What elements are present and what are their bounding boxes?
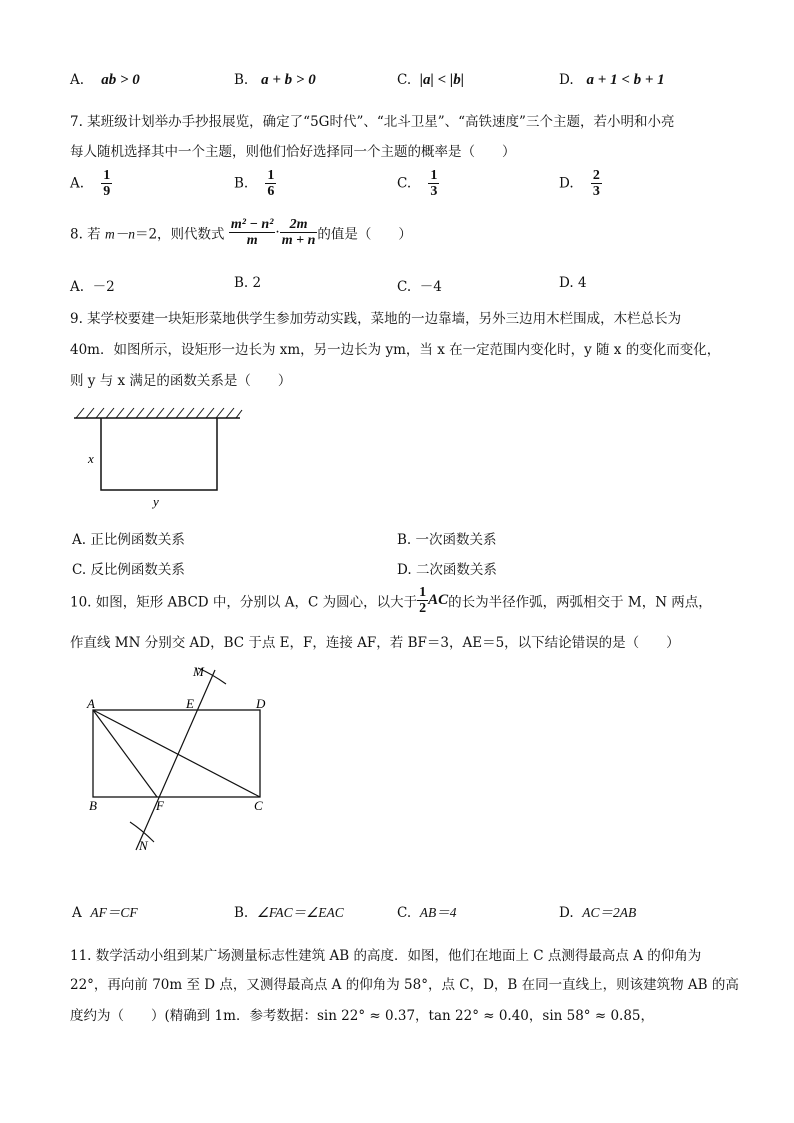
label-x: x (88, 451, 94, 466)
q7-option-d: D. $\frac{2}{3}$ (559, 168, 600, 199)
q7-option-c: C. $\frac{1}{3}$ (397, 168, 438, 199)
q11-text-line2: 22°，再向前 70m 至 D 点，又测得最高点 A 的仰角为 58°，点 C，D，B 在同一直线上，则该建筑物 AB 的高 (70, 977, 739, 993)
q10-option-c: C. AB＝4 (397, 905, 457, 921)
q10-option-b: B. ∠FAC＝∠EAC (234, 905, 344, 921)
q8-stem: 8. 若 m－n＝2，则代数式 $\frac{\text{m² − n²}}{m}$ · $\frac{2m}{m + n}$ 的值是（ ） (70, 217, 412, 248)
q7-option-a: A. $\frac{1}{9}$ (70, 168, 111, 199)
fence-rectangle (101, 418, 217, 490)
q11-text-line1: 11. 数学活动小组到某广场测量标志性建筑 AB 的高度．如图，他们在地面上 C 点测得最高点 A 的仰角为 (70, 948, 702, 964)
label-b: B (89, 798, 97, 813)
q10-option-d: D. AC＝2AB (559, 905, 637, 921)
diagonal-ac (93, 710, 260, 797)
q7-option-b: B. $\frac{1}{6}$ (234, 168, 275, 199)
q6-option-a: A. ab > 0 (70, 72, 140, 88)
wall-hatching (76, 408, 242, 418)
q8-option-c: C. －4 (397, 279, 442, 295)
label-m: M (193, 664, 204, 679)
q8-option-a: A. －2 (70, 279, 115, 295)
q6-option-b: B. a + b > 0 (234, 72, 316, 88)
label-a: A (87, 696, 95, 711)
q8-option-b: B. 2 (234, 275, 262, 291)
q10-option-a: A AF＝CF (72, 905, 138, 921)
q7-text-line2: 每人随机选择其中一个主题，则他们恰好选择同一个主题的概率是（ ） (70, 144, 516, 160)
q9-text-line3: 则 y 与 x 满足的函数关系是（ ） (70, 373, 292, 389)
label-n: N (139, 838, 148, 853)
q9-text-line2: 40m．如图所示，设矩形一边长为 xm，另一边长为 ym，当 x 在一定范围内变化时，y 随 x 的变化而变化， (70, 342, 721, 358)
q10-text-line1: 10. 如图，矩形 ABCD 中，分别以 A，C 为圆心，以大于 $\frac{1}{2}$ AC的长为半径作弧，两弧相交于 M，N 两点， (70, 585, 712, 616)
q9-option-c: C. 反比例函数关系 (72, 562, 185, 578)
label-d: D (256, 696, 266, 711)
q9-text-line1: 9. 某学校要建一块矩形菜地供学生参加劳动实践，菜地的一边靠墙，另外三边用木栏围成，木栏总长为 (70, 311, 682, 327)
label-c: C (254, 798, 263, 813)
q9-option-b: B. 一次函数关系 (397, 532, 497, 548)
label-e: E (186, 696, 194, 711)
q9-option-d: D. 二次函数关系 (397, 562, 497, 578)
segment-af (93, 710, 157, 797)
q9-option-a: A. 正比例函数关系 (72, 532, 185, 548)
label-f: F (156, 798, 164, 813)
q8-option-d: D. 4 (559, 275, 587, 291)
q10-figure (80, 662, 280, 857)
q9-figure (70, 403, 250, 513)
label-y: y (153, 494, 159, 509)
q11-text-line3: 度约为（ ）(精确到 1m．参考数据：sin 22° ≈ 0.37，tan 22° ≈ 0.40，sin 58° ≈ 0.85， (70, 1008, 655, 1024)
line-mn (136, 670, 215, 850)
q6-option-c: C. |a| < |b| (397, 72, 464, 88)
q7-text-line1: 7. 某班级计划举办手抄报展览，确定了“5G时代”、“北斗卫星”、“高铁速度”三个主题，若小明和小亮 (70, 114, 675, 130)
q10-text-line2: 作直线 MN 分别交 AD，BC 于点 E，F，连接 AF，若 BF＝3，AE＝5，以下结论错误的是（ ） (70, 635, 680, 651)
q6-option-d: D. a + 1 < b + 1 (559, 72, 665, 88)
